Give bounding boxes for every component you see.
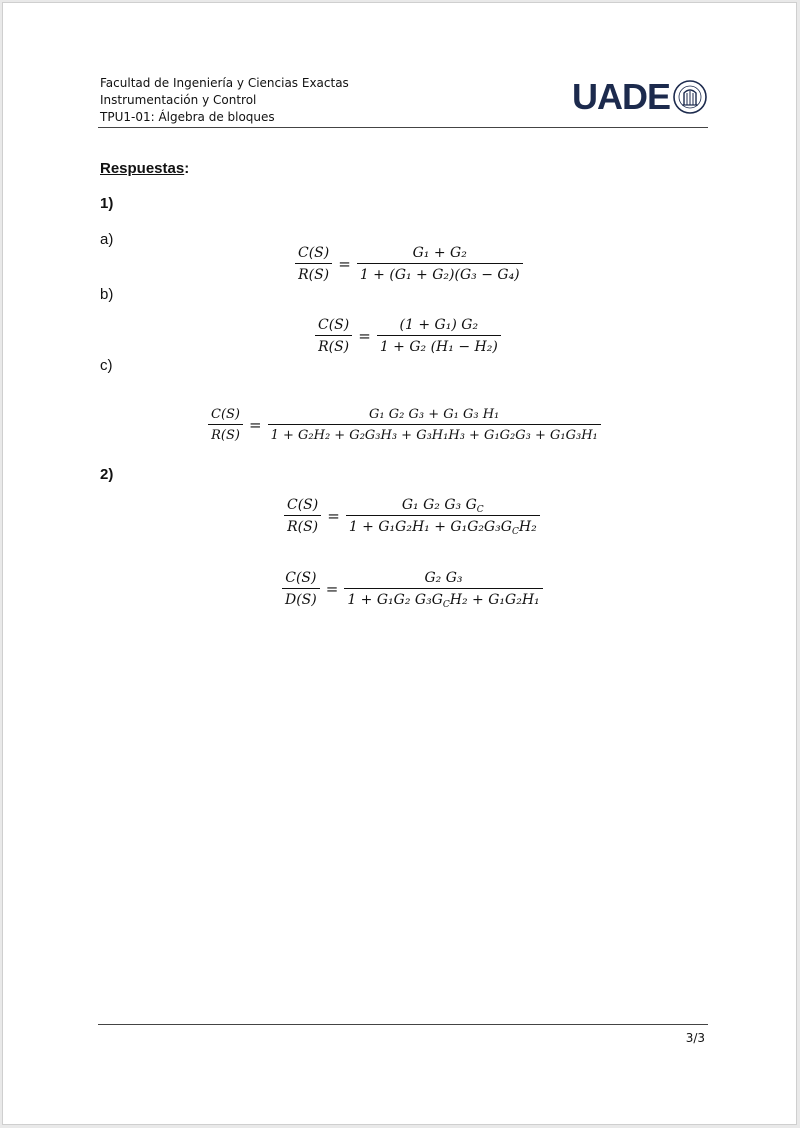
lhs-fraction: [208, 407, 243, 443]
lhs-numerator: C(S): [285, 570, 317, 586]
lhs-fraction: [282, 570, 320, 608]
faculty-name: Facultad de Ingeniería y Ciencias Exactas: [100, 76, 349, 90]
rhs-numerator: (1 + G₁) G₂: [399, 317, 479, 333]
lhs-numerator: C(S): [298, 245, 330, 261]
lhs-numerator: C(S): [318, 317, 350, 333]
uade-logo: [572, 77, 708, 117]
rhs-denominator: $1 + G_1G_2H_1 + G_1G_2G_3G_CH_2$: [346, 515, 540, 535]
equals-sign: =: [338, 255, 351, 273]
equals-sign: =: [358, 327, 371, 345]
rhs-fraction: [357, 245, 523, 283]
rhs-fraction: [377, 317, 501, 355]
page-header: [98, 75, 708, 128]
equation-c: [208, 407, 601, 443]
document-page: [2, 2, 797, 1125]
header-text: [100, 75, 349, 126]
rhs-numerator: G₂ G₃: [424, 570, 463, 586]
equals-sign: =: [327, 507, 340, 525]
lhs-fraction: [315, 317, 352, 355]
lhs-denominator: R(S): [315, 335, 352, 355]
item-a-label: a): [100, 231, 114, 248]
equation-2-1: [284, 497, 540, 535]
lhs-numerator: C(S): [287, 497, 319, 513]
rhs-fraction: [346, 497, 540, 535]
lhs-denominator: D(S): [282, 588, 320, 608]
question-2-label: 2): [100, 466, 114, 483]
lhs-denominator: R(S): [284, 515, 321, 535]
equation-2-2: [282, 570, 543, 608]
rhs-denominator: 1 + G₂ (H₁ − H₂): [377, 335, 501, 355]
rhs-fraction: [344, 570, 542, 608]
question-1-label: 1): [100, 195, 114, 212]
lhs-fraction: [295, 245, 332, 283]
lhs-fraction: [284, 497, 321, 535]
section-title: Respuestas:: [100, 160, 190, 177]
rhs-numerator: G₁ G₂ G₃ $G_C$: [401, 497, 484, 515]
equals-sign: =: [249, 416, 262, 434]
logo-wordmark: UADE: [571, 76, 670, 117]
lhs-denominator: R(S): [295, 263, 332, 283]
seal-icon: [672, 79, 708, 115]
equation-a: [295, 245, 523, 283]
equals-sign: =: [325, 580, 339, 598]
course-name: Instrumentación y Control: [100, 93, 257, 107]
rhs-denominator: 1 + G₂H₂ + G₂G₃H₃ + G₃H₁H₃ + G₁G₂G₃ + G₁G₃H₁: [268, 424, 601, 443]
rhs-fraction: [268, 407, 601, 443]
rhs-numerator: G₁ G₂ G₃ + G₁ G₃ H₁: [369, 407, 500, 422]
rhs-numerator: G₁ + G₂: [412, 245, 467, 261]
page-number: 3/3: [685, 1031, 705, 1045]
rhs-denominator: 1 + (G₁ + G₂)(G₃ − G₄): [357, 263, 523, 283]
rhs-denominator: 1 + G₁G₂ $G_3G_CH_2 + G_1G_2H_1$: [344, 588, 542, 608]
assignment-title: TPU1-01: Álgebra de bloques: [100, 110, 275, 124]
lhs-numerator: C(S): [211, 407, 240, 422]
lhs-denominator: R(S): [208, 424, 243, 443]
page-footer: [98, 1024, 708, 1045]
item-c-label: c): [100, 357, 113, 374]
item-b-label: b): [100, 286, 114, 303]
equation-b: [315, 317, 501, 355]
